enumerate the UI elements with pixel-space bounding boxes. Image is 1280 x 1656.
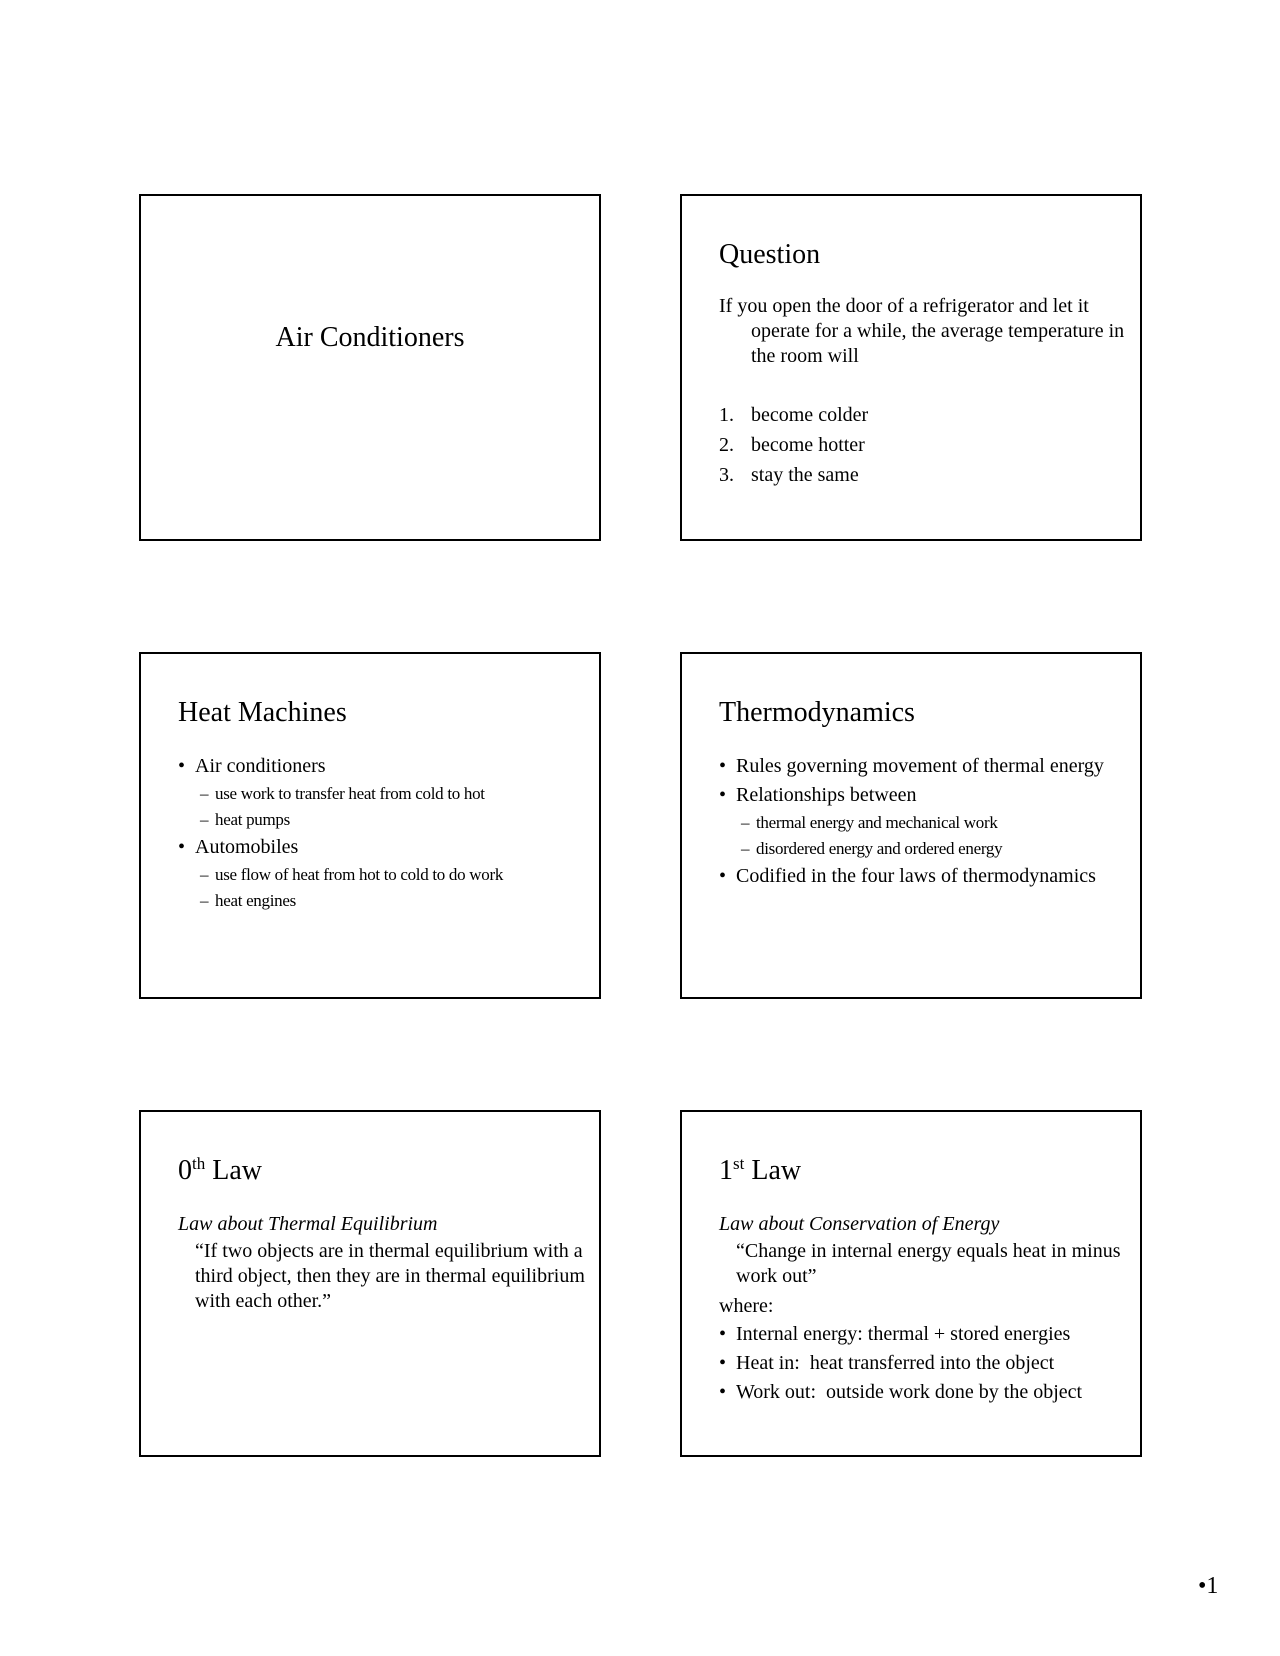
bullet-text: Heat in: heat transferred into the object [736,1352,1055,1374]
option-text: become hotter [751,434,865,456]
bullet-text: Automobiles [195,836,299,858]
option-number: 1. [719,404,734,426]
bullet-glyph: • [178,755,186,777]
slide-first-law [680,1110,1142,1457]
title-text: Law [744,1155,802,1186]
law-subtitle: Law about Thermal Equilibrium [178,1213,438,1235]
title-ordinal-suffix: th [192,1154,206,1173]
title-text: Law [205,1155,262,1186]
bullet-item [719,1320,1130,1349]
answer-option [719,400,1130,430]
bullet-glyph: • [719,1323,727,1345]
bullet-glyph: • [178,836,186,858]
answer-option [719,460,1130,490]
answer-option [719,430,1130,460]
slide-air-conditioners [139,194,601,541]
slide-title: Air Conditioners [275,322,465,353]
option-number: 3. [719,464,734,486]
dash-glyph: – [200,891,209,910]
title-ordinal-suffix: st [733,1154,745,1173]
bullet-text: Work out: outside work done by the object [736,1381,1083,1403]
slide-question [680,194,1142,541]
sub-bullet-item [178,862,589,888]
bullet-list [178,752,589,914]
law-quote: “Change in internal energy equals heat in minus work out” [736,1240,1121,1287]
sub-bullet-text: thermal energy and mechanical work [756,813,998,832]
option-text: become colder [751,404,869,426]
sub-bullet-item [178,888,589,914]
bullet-item [178,752,589,781]
bullet-item [719,1378,1130,1407]
bullet-text: Codified in the four laws of thermodynamics [736,865,1096,887]
bullet-text: Air conditioners [195,755,326,777]
bullet-item [178,833,589,862]
sub-bullet-text: disordered energy and ordered energy [756,839,1003,858]
option-text: stay the same [751,464,859,486]
bullet-item [719,1349,1130,1378]
bullet-glyph: • [719,865,727,887]
bullet-list [719,752,1130,891]
sub-bullet-item [178,807,589,833]
bullet-item [719,781,1130,810]
slide-title: Heat Machines [178,697,347,728]
law-quote: “If two objects are in thermal equilibrium with a third object, then they are in thermal equilibrium with each other.” [195,1240,585,1312]
bullet-item [719,862,1130,891]
bullet-glyph: • [719,784,727,806]
title-number: 0 [178,1155,192,1186]
law-subtitle: Law about Conservation of Energy [719,1213,1000,1235]
sub-bullet-item [178,781,589,807]
sub-bullet-text: heat engines [215,891,296,910]
slide-thermodynamics [680,652,1142,999]
dash-glyph: – [200,784,209,803]
sub-bullet-text: use flow of heat from hot to cold to do work [215,865,504,884]
bullet-item [719,752,1130,781]
dash-glyph: – [741,839,750,858]
page-number: •1 [1198,1573,1219,1599]
sub-bullet-text: heat pumps [215,810,290,829]
dash-glyph: – [200,865,209,884]
bullet-glyph: • [719,755,727,777]
sub-bullet-item [719,836,1130,862]
slide-heat-machines [139,652,601,999]
where-label: where: [719,1295,774,1317]
title-number: 1 [719,1155,733,1186]
sub-bullet-item [719,810,1130,836]
bullet-glyph: • [719,1381,727,1403]
slide-zeroth-law [139,1110,601,1457]
slide-title: Question [719,239,821,270]
bullet-text: Relationships between [736,784,917,806]
slide-title [719,1154,801,1188]
slide-title: Thermodynamics [719,697,915,728]
dash-glyph: – [200,810,209,829]
option-number: 2. [719,434,734,456]
question-prompt: If you open the door of a refrigerator and let it operate for a while, the average temperature in the room will [719,295,1125,367]
answer-options [719,400,1130,490]
sub-bullet-text: use work to transfer heat from cold to hot [215,784,485,803]
bullet-text: Rules governing movement of thermal energy [736,755,1104,777]
bullet-glyph: • [719,1352,727,1374]
bullet-text: Internal energy: thermal + stored energies [736,1323,1071,1345]
slide-title [178,1154,262,1188]
dash-glyph: – [741,813,750,832]
